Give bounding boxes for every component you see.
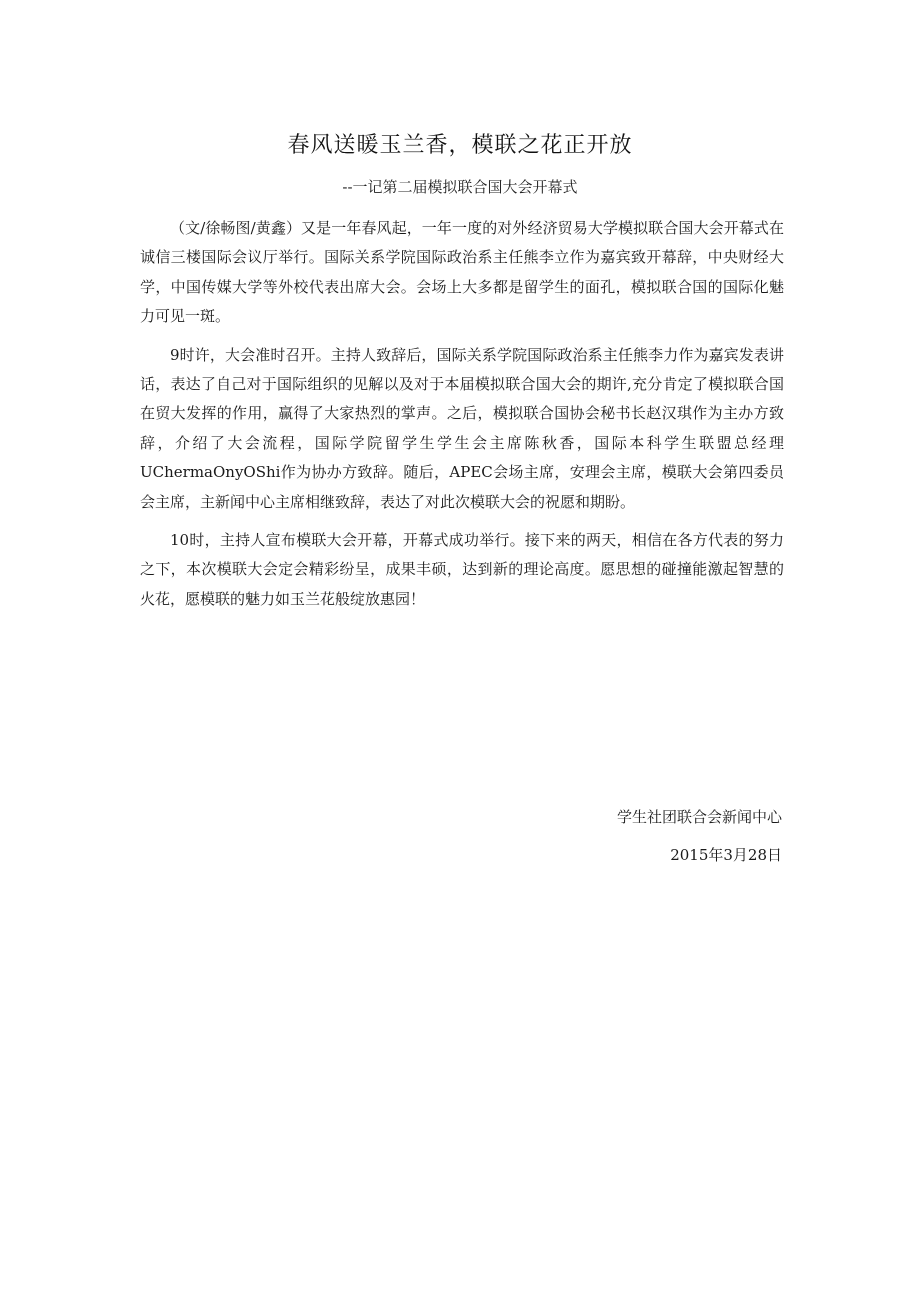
paragraph-1: （文/徐畅图/黄鑫）又是一年春风起，一年一度的对外经济贸易大学模拟联合国大会开幕式在诚信三楼国际会议厅举行。国际关系学院国际政治系主任熊李立作为嘉宾致开幕辞，中央财经大学，中国传媒大学等外校代表出席大会。会场上大多都是留学生的面孔，模拟联合国的国际化魅力可见一斑。 <box>140 219 784 326</box>
signature-block <box>617 798 782 874</box>
article-body <box>140 214 784 623</box>
signature-date: 2015年3月28日 <box>670 846 782 864</box>
signature-org: 学生社团联合会新闻中心 <box>616 808 782 826</box>
paragraph-2: 9时许，大会准时召开。主持人致辞后，国际关系学院国际政治系主任熊李力作为嘉宾发表讲话，表达了自己对于国际组织的见解以及对于本届模拟联合国大会的期许,充分肯定了模拟联合国在贸大发挥的作用，赢得了大家热烈的掌声。之后，模拟联合国协会秘书长赵汉琪作为主办方致辞，介绍了大会流程，国际学院留学生学生会主席陈秋香，国际本科学生联盟总经理UChermaOnyOShi作为协办方致辞。随后，APEC会场主席，安理会主席，模联大会第四委员会主席，主新闻中心主席相继致辞，表达了对此次模联大会的祝愿和期盼。 <box>140 345 784 511</box>
article-subtitle: --一记第二届模拟联合国大会开幕式 <box>342 178 578 196</box>
paragraph-3: 10时，主持人宣布模联大会开幕，开幕式成功举行。接下来的两天，相信在各方代表的努力之下，本次模联大会定会精彩纷呈，成果丰硕，达到新的理论高度。愿思想的碰撞能激起智慧的火花，愿模联的魅力如玉兰花般绽放惠园！ <box>140 531 784 608</box>
article-title: 春风送暖玉兰香，模联之花正开放 <box>287 133 633 158</box>
